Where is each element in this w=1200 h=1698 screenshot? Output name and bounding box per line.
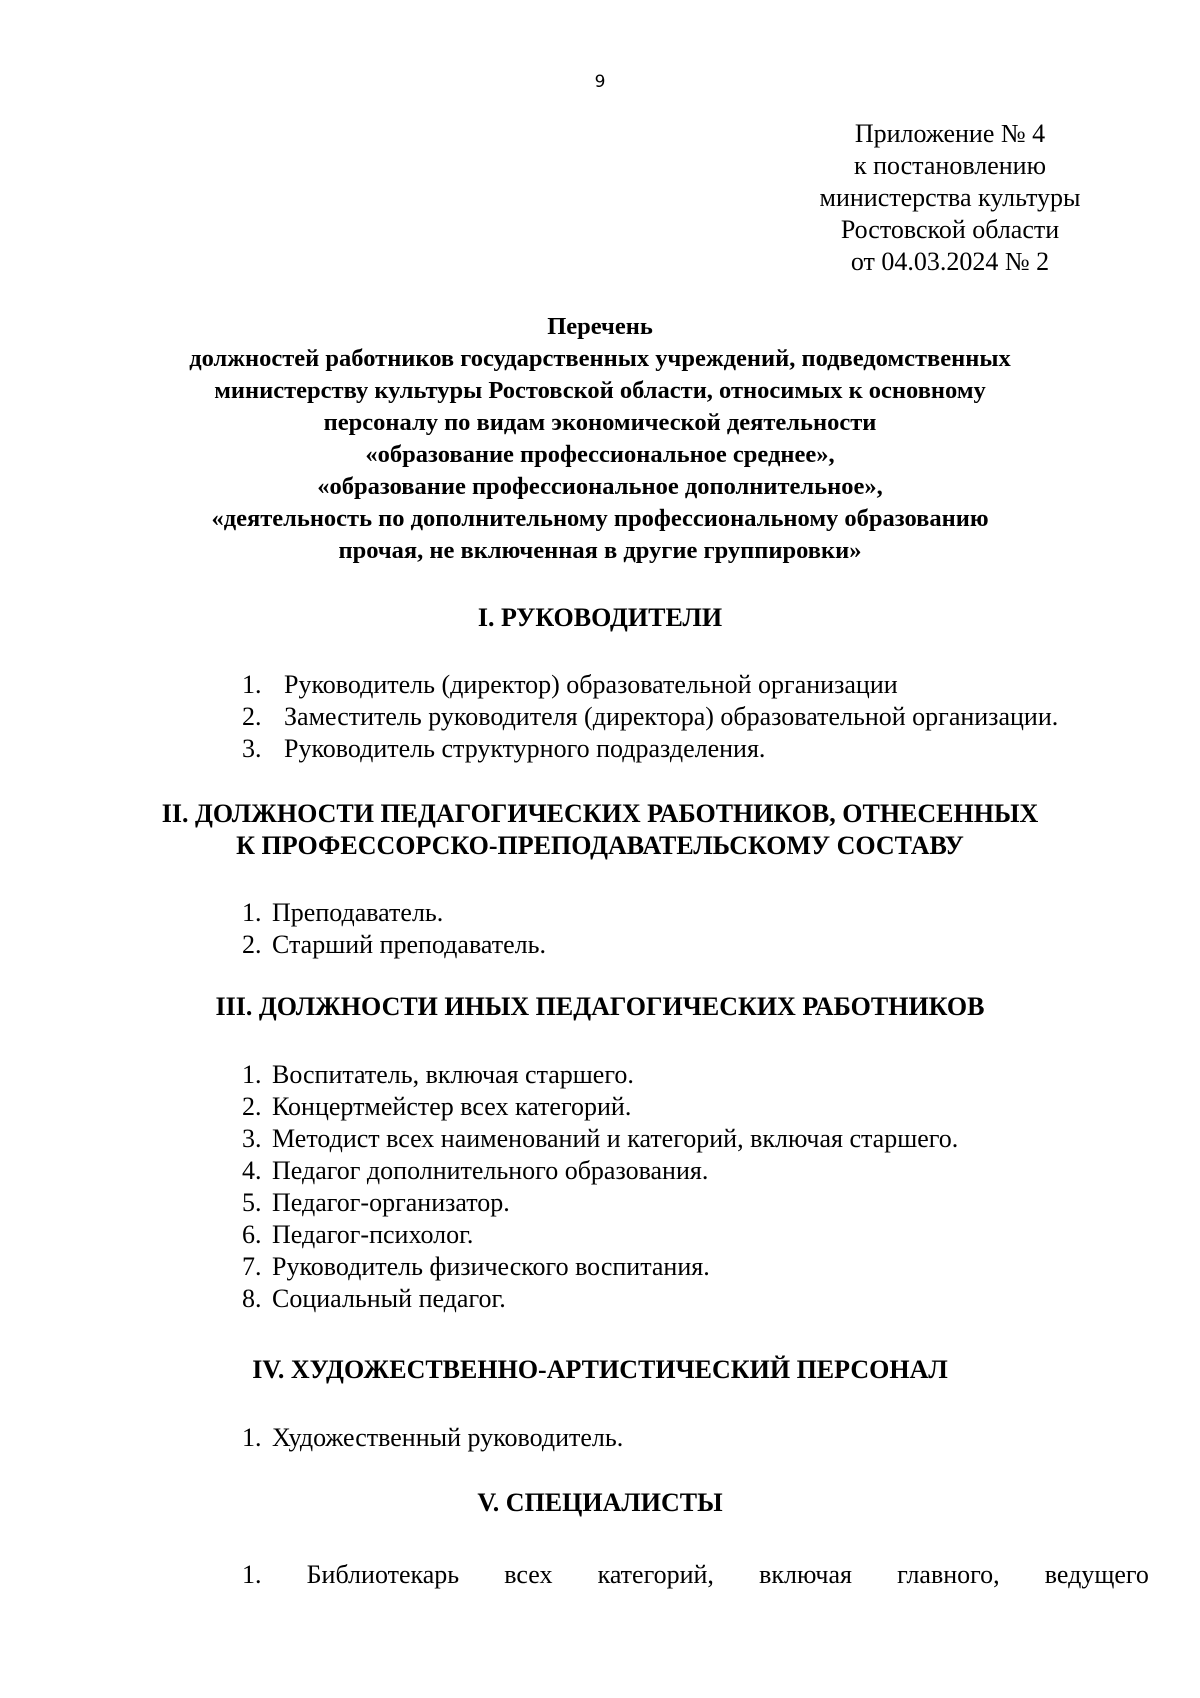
title-line: персоналу по видам экономической деятельности — [323, 409, 877, 436]
list-item — [242, 701, 1058, 733]
section-heading-4 — [60, 1354, 1140, 1386]
list-item-text: Педагог-психолог. — [272, 1220, 474, 1249]
list-item — [242, 1251, 958, 1283]
list-item-number: 3. — [242, 1124, 262, 1153]
list-item — [242, 1559, 1149, 1591]
section-heading-1 — [60, 602, 1140, 634]
list-item-word: всех — [504, 1560, 553, 1589]
section-heading-line: I. РУКОВОДИТЕЛИ — [477, 603, 723, 632]
list-item-word: категорий, — [597, 1560, 714, 1589]
list-item-number: 4. — [242, 1156, 262, 1185]
list-item — [242, 1059, 958, 1091]
list-item-number: 1. — [242, 670, 262, 699]
section-heading-line: IV. ХУДОЖЕСТВЕННО-АРТИСТИЧЕСКИЙ ПЕРСОНАЛ — [252, 1355, 948, 1384]
list-item-text: Концертмейстер всех категорий. — [272, 1092, 632, 1121]
appendix-line: Приложение № 4 — [854, 119, 1046, 148]
list-item-text: Воспитатель, включая старшего. — [272, 1060, 634, 1089]
list-item-word: включая — [759, 1560, 852, 1589]
list-item-number: 5. — [242, 1188, 262, 1217]
list-item-text: Педагог дополнительного образования. — [272, 1156, 709, 1185]
list-item-text: Руководитель (директор) образовательной организации — [284, 670, 898, 699]
list-item-text: Методист всех наименований и категорий, включая старшего. — [272, 1124, 959, 1153]
list-item — [242, 1123, 958, 1155]
list-item-word: Библиотекарь — [306, 1560, 460, 1589]
list-item — [242, 669, 1058, 701]
list-item-text: Старший преподаватель. — [272, 930, 546, 959]
list-item-word: главного, — [897, 1560, 1000, 1589]
list-item-number: 1. — [242, 1423, 262, 1452]
appendix-line: Ростовской области — [840, 215, 1060, 244]
list-item-number: 8. — [242, 1284, 262, 1313]
section-2-list — [242, 897, 546, 961]
section-5-list — [242, 1559, 1149, 1591]
list-item — [242, 1422, 623, 1454]
list-item-word: ведущего — [1044, 1560, 1149, 1589]
section-heading-line: V. СПЕЦИАЛИСТЫ — [477, 1488, 723, 1517]
title-line: «образование профессиональное среднее», — [365, 441, 835, 468]
list-item-text: Руководитель структурного подразделения. — [284, 734, 766, 763]
list-item — [242, 1283, 958, 1315]
appendix-line: министерства культуры — [819, 183, 1081, 212]
list-item — [242, 1219, 958, 1251]
appendix-block — [780, 118, 1120, 278]
title-line: прочая, не включенная в другие группировки» — [338, 537, 862, 564]
section-heading-5 — [60, 1487, 1140, 1519]
section-heading-line: III. ДОЛЖНОСТИ ИНЫХ ПЕДАГОГИЧЕСКИХ РАБОТНИКОВ — [215, 992, 985, 1021]
list-item-number: 2. — [242, 930, 262, 959]
list-item — [242, 1187, 958, 1219]
title-line: Перечень — [547, 313, 653, 340]
list-item-text: Социальный педагог. — [272, 1284, 506, 1313]
list-item — [242, 897, 546, 929]
appendix-line: к постановлению — [853, 151, 1047, 180]
list-item-number: 3. — [242, 734, 262, 763]
title-line: должностей работников государственных учреждений, подведомственных — [189, 345, 1011, 372]
list-item — [242, 929, 546, 961]
section-heading-2 — [60, 798, 1140, 862]
section-3-list — [242, 1059, 958, 1315]
list-item — [242, 1155, 958, 1187]
list-item-text: Преподаватель. — [272, 898, 444, 927]
appendix-line: от 04.03.2024 № 2 — [850, 247, 1050, 276]
section-heading-line: II. ДОЛЖНОСТИ ПЕДАГОГИЧЕСКИХ РАБОТНИКОВ, ОТНЕСЕННЫХ — [161, 799, 1039, 828]
section-heading-line: К ПРОФЕССОРСКО-ПРЕПОДАВАТЕЛЬСКОМУ СОСТАВУ — [236, 831, 964, 860]
list-item-number: 1. — [242, 1060, 262, 1089]
title-line: «образование профессиональное дополнительное», — [317, 473, 883, 500]
list-item-number: 1. — [242, 898, 262, 927]
section-1-list — [242, 669, 1058, 765]
title-line: «деятельность по дополнительному профессиональному образованию — [211, 505, 989, 532]
list-item-number: 7. — [242, 1252, 262, 1281]
list-item-text: Художественный руководитель. — [272, 1423, 624, 1452]
page-number: 9 — [594, 72, 606, 92]
list-item-number: 2. — [242, 702, 262, 731]
document-title — [60, 311, 1140, 567]
list-item-number: 1. — [242, 1560, 262, 1589]
list-item-text: Заместитель руководителя (директора) образовательной организации. — [284, 702, 1059, 731]
section-4-list — [242, 1422, 623, 1454]
section-heading-3 — [60, 991, 1140, 1023]
list-item-number: 6. — [242, 1220, 262, 1249]
list-item-text: Педагог-организатор. — [272, 1188, 510, 1217]
list-item — [242, 1091, 958, 1123]
list-item — [242, 733, 1058, 765]
list-item-text: Руководитель физического воспитания. — [272, 1252, 710, 1281]
list-item-number: 2. — [242, 1092, 262, 1121]
title-line: министерству культуры Ростовской области, относимых к основному — [214, 377, 986, 404]
